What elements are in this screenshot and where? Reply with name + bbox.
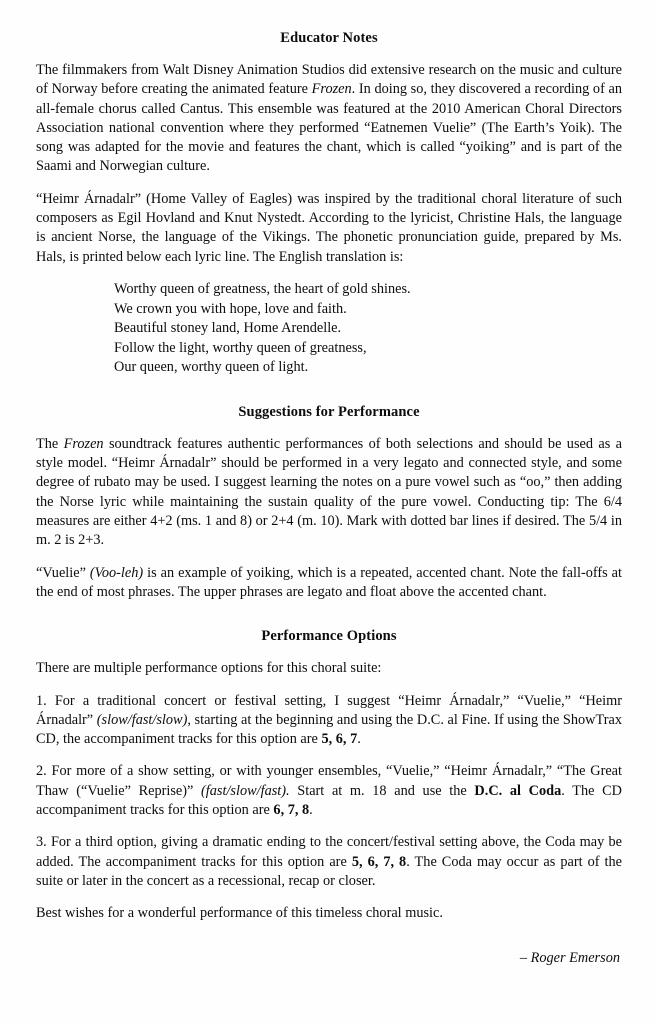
lyric-line: Follow the light, worthy queen of greatness, xyxy=(114,339,367,356)
lyric-line: We crown you with hope, love and faith. xyxy=(114,300,347,317)
paragraph: “Vuelie” (Voo-leh) is an example of yoiking, which is a repeated, accented chant. Note the fall-offs at the end of most phrases. The upper phrases are legato and float above the accented chant. xyxy=(36,564,622,600)
lyric-line: Beautiful stoney land, Home Arendelle. xyxy=(114,320,342,337)
section-title-suggestions-for-performance: Suggestions for Performance xyxy=(238,403,420,420)
paragraph: “Heimr Árnadalr” (Home Valley of Eagles) was inspired by the traditional choral literature of such composers as Egil Hovland and Knut Nystedt. According to the lyricist, Christine Hals, the language is ancient Norse, the language of the Vikings. The phonetic pronunciation guide, prepared by Ms. Hals, is printed below each lyric line. The English translation is: xyxy=(36,190,622,265)
author-signature: – Roger Emerson xyxy=(519,949,620,966)
section-title-performance-options: Performance Options xyxy=(261,628,397,645)
section-title-educator-notes: Educator Notes xyxy=(280,30,378,46)
paragraph: The Frozen soundtrack features authentic performances of both selections and should be used as a style model. “Heimr Árnadalr” should be performed in a very legato and connected style, and some degree of rubato may be used. I suggest learning the notes on a pure vowel such as “oo,” then adding the Norse lyric while maintaining the sustain quality of the pure vowel. Conducting tip: The 6/4 measures are either 4+2 (ms. 1 and 8) or 2+4 (m. 10). Mark with dotted bar lines if desired. The 5/4 in m. 2 is 2+3. xyxy=(36,435,622,549)
lyrics-block xyxy=(114,280,622,378)
performance-option-3: 3. For a third option, giving a dramatic ending to the concert/festival setting above, the Coda may be added. The accompaniment tracks for this option are 5, 6, 7, 8. The Coda may occur as part of the suite or later in the concert as a recessional, recap or closer. xyxy=(36,834,622,889)
performance-option-1: 1. For a traditional concert or festival setting, I suggest “Heimr Árnadalr,” “Vuelie,” “Heimr Árnadalr” (slow/fast/slow), starting at the beginning and using the D.C. al Fine. If using the ShowTrax CD, the accompaniment tracks for this option are 5, 6, 7. xyxy=(36,692,622,748)
paragraph: The filmmakers from Walt Disney Animation Studios did extensive research on the music and culture of Norway before creating the animated feature Frozen. In doing so, they discovered a recording of an all-female chorus called Cantus. This ensemble was featured at the 2010 American Choral Directors Association national convention where they performed “Eatnemen Vuelie” (The Earth’s Yoik). The song was adapted for the movie and features the chant, which is called “yoiking” and is part of the Saami and Norwegian culture. xyxy=(36,62,622,175)
lyric-line: Our queen, worthy queen of light. xyxy=(114,359,309,376)
performance-option-2: 2. For more of a show setting, or with younger ensembles, “Vuelie,” “Heimr Árnadalr,” “The Great Thaw (“Vuelie” Reprise)” (fast/slow/fast). Start at m. 18 and use the D.C. al Coda. The CD accompaniment tracks for this option are 6, 7, 8. xyxy=(36,763,622,819)
paragraph: There are multiple performance options for this choral suite: xyxy=(36,660,382,677)
lyric-line: Worthy queen of greatness, the heart of gold shines. xyxy=(114,280,411,297)
closing-paragraph: Best wishes for a wonderful performance of this timeless choral music. xyxy=(36,905,443,922)
